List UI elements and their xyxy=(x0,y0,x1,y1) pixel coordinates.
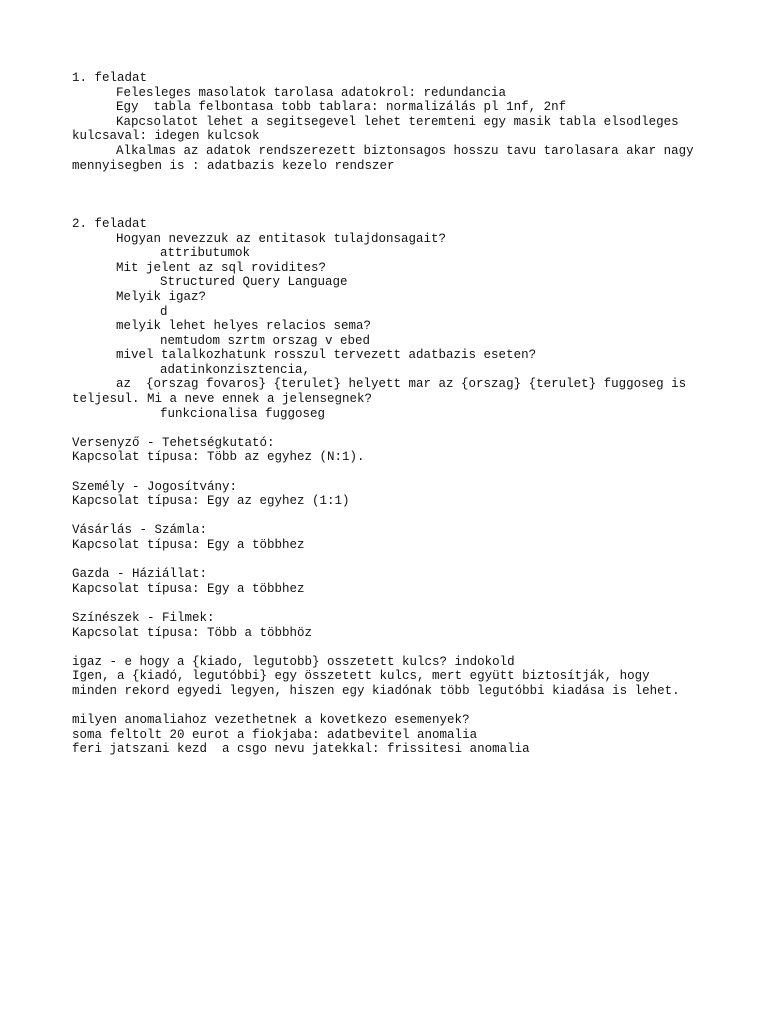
relation-pair: Versenyző - Tehetségkutató: xyxy=(72,435,275,450)
task-1-line-dbms: Alkalmas az adatok rendszerezett biztonsagos hosszu tavu tarolasara akar nagy xyxy=(116,143,694,158)
question-attributes: Hogyan nevezzuk az entitasok tulajdonsagait? xyxy=(116,231,447,246)
document-body xyxy=(72,71,712,757)
spacer xyxy=(72,640,712,655)
relation-type: Kapcsolat típusa: Több az egyhez (N:1). xyxy=(72,450,365,465)
spacer xyxy=(72,553,712,568)
answer-bad-design: adatinkonzisztencia, xyxy=(160,362,311,377)
relation-pair: Vásárlás - Számla: xyxy=(72,523,208,538)
spacer xyxy=(72,173,712,202)
anomaly-answer-insert: soma feltolt 20 eurot a fiokjaba: adatbevitel anomalia xyxy=(72,727,478,742)
answer-sql: Structured Query Language xyxy=(160,275,348,290)
task-1-line-dbms-cont: mennyisegben is : adatbazis kezelo rendszer xyxy=(72,158,395,173)
composite-key-answer-cont: minden rekord egyedi legyen, hiszen egy kiadónak több legutóbbi kiadása is lehet. xyxy=(72,683,680,698)
task-2-section xyxy=(72,217,712,421)
task-2-heading: 2. feladat xyxy=(72,216,148,231)
task-1-line-foreign-key-cont: kulcsaval: idegen kulcsok xyxy=(72,129,260,144)
answer-schema: nemtudom szrtm orszag v ebed xyxy=(160,333,371,348)
anomaly-question: milyen anomaliahoz vezethetnek a kovetkezo esemenyek? xyxy=(72,713,470,728)
task-1-line-foreign-key: Kapcsolatot lehet a segitsegevel lehet teremteni egy masik tabla elsodleges xyxy=(116,114,679,129)
relation-pair: Gazda - Háziállat: xyxy=(72,567,208,582)
task-1-line-normalization: Egy tabla felbontasa tobb tablara: normalizálás pl 1nf, 2nf xyxy=(116,100,567,115)
task-1-heading: 1. feladat xyxy=(72,71,148,85)
relation-block xyxy=(72,523,712,552)
relation-type: Kapcsolat típusa: Egy a többhez xyxy=(72,581,305,596)
relation-block xyxy=(72,611,712,640)
spacer xyxy=(72,699,712,714)
spacer xyxy=(72,465,712,480)
relation-type: Kapcsolat típusa: Több a többhöz xyxy=(72,625,313,640)
relation-pair: Személy - Jogosítvány: xyxy=(72,479,238,494)
task-1-section xyxy=(72,71,712,173)
composite-key-answer: Igen, a {kiadó, legutóbbi} egy összetett kulcs, mert együtt biztosítják, hogy xyxy=(72,669,650,684)
composite-key-section xyxy=(72,655,712,699)
question-dependency-cont: teljesul. Mi a neve ennek a jelensegnek? xyxy=(72,392,373,407)
anomaly-answer-update: feri jatszani kezd a csgo nevu jatekkal: frissitesi anomalia xyxy=(72,742,530,757)
answer-true: d xyxy=(160,304,168,319)
relation-type: Kapcsolat típusa: Egy az egyhez (1:1) xyxy=(72,494,350,509)
spacer xyxy=(72,202,712,217)
answer-dependency: funkcionalisa fuggoseg xyxy=(160,406,326,421)
relations-section xyxy=(72,436,712,640)
relation-block xyxy=(72,436,712,465)
question-bad-design: mivel talalkozhatunk rosszul tervezett adatbazis eseten? xyxy=(116,348,537,363)
relation-block xyxy=(72,567,712,596)
relation-type: Kapcsolat típusa: Egy a többhez xyxy=(72,538,305,552)
relation-block xyxy=(72,480,712,509)
relation-pair: Színészek - Filmek: xyxy=(72,610,215,625)
question-dependency: az {orszag fovaros} {terulet} helyett mar az {orszag} {terulet} fuggoseg is xyxy=(116,377,687,392)
question-true: Melyik igaz? xyxy=(116,289,207,304)
spacer xyxy=(72,596,712,611)
question-sql: Mit jelent az sql rovidites? xyxy=(116,260,327,275)
anomaly-section xyxy=(72,713,712,757)
spacer xyxy=(72,509,712,524)
spacer xyxy=(72,421,712,436)
task-1-line-redundancy: Felesleges masolatok tarolasa adatokrol: redundancia xyxy=(116,85,507,100)
question-schema: melyik lehet helyes relacios sema? xyxy=(116,319,372,334)
composite-key-question: igaz - e hogy a {kiado, legutobb} osszetett kulcs? indokold xyxy=(72,654,515,669)
answer-attributes: attributumok xyxy=(160,246,251,261)
